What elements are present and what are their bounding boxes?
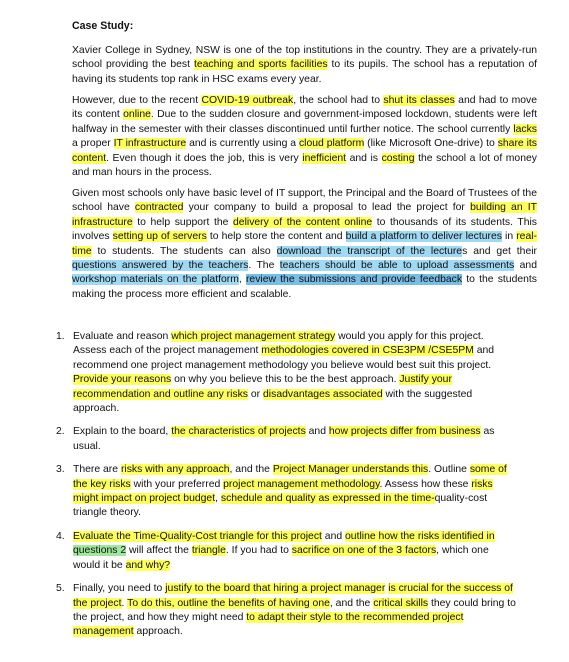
text-run: . If you had to <box>225 545 292 557</box>
highlighted-text: critical skills <box>373 597 429 609</box>
text-run: and is <box>346 152 382 164</box>
highlighted-text: Justify your recommendation and outline any risks <box>73 374 452 400</box>
text-run: However, due to the recent <box>72 95 202 106</box>
highlighted-text: COVID-19 outbreak <box>201 95 294 106</box>
highlighted-text: Project Manager understands this <box>272 464 429 476</box>
highlighted-text: shut its classes <box>383 95 455 106</box>
text-run: Given most schools only have basic level of IT support, the Principal and the Board of Trustees of the school have <box>72 188 537 214</box>
highlighted-text: online <box>123 109 151 121</box>
text-run: Explain to the board, <box>73 426 172 438</box>
question-number: 2. <box>56 426 65 438</box>
highlighted-text: is crucial for the success of the project <box>73 583 513 609</box>
text-run: . Even though it does the job, this is very <box>106 152 303 164</box>
text-run: . <box>121 597 128 609</box>
text-run: the school a lot of money and man hours in the process. <box>72 152 537 179</box>
text-run: and is currently using a <box>186 138 299 150</box>
text-run: to help support the <box>132 216 234 228</box>
question-text <box>73 582 516 640</box>
text-run: or <box>248 388 264 400</box>
intro-paragraph <box>72 44 537 87</box>
highlighted-text: triangle <box>191 545 226 557</box>
highlighted-text: To do this, outline the benefits of having one <box>127 597 330 609</box>
text-run: and <box>514 260 537 272</box>
question-number: 3. <box>56 464 65 476</box>
text-run: Finally, you need to <box>73 583 166 595</box>
highlighted-text: and why? <box>125 559 171 571</box>
text-run: , and the <box>329 597 374 609</box>
highlighted-text: questions answered by the teachers <box>72 260 249 272</box>
highlighted-text: which project management strategy <box>171 331 336 342</box>
text-run: as usual. <box>73 426 495 452</box>
highlighted-text: workshop materials on the platform <box>72 274 239 286</box>
highlighted-text: building an IT infrastructure <box>72 202 537 228</box>
highlighted-text: sacrifice on one of the 3 factors <box>291 545 437 557</box>
text-run: they could bring to the project, and how they might need <box>73 597 516 623</box>
question-item <box>56 425 516 454</box>
text-run: Evaluate and reason <box>73 331 172 342</box>
highlighted-text: contracted <box>134 202 184 214</box>
case-study-title: Case Study: <box>72 20 134 32</box>
question-number: 5. <box>56 583 65 595</box>
highlighted-text: teachers should be able to upload assessments <box>279 260 515 272</box>
question-item <box>56 330 516 416</box>
text-run: and <box>305 426 329 438</box>
question-text <box>73 330 516 416</box>
proposal-paragraph <box>72 187 537 302</box>
highlighted-text: project management methodology <box>223 478 380 490</box>
highlighted-text: disadvantages associated <box>263 388 383 400</box>
highlighted-text: cloud platform <box>298 138 365 150</box>
text-run: There are <box>73 464 121 476</box>
highlighted-text: share its content <box>72 138 537 164</box>
highlighted-text: risks might impact on project budget <box>73 478 493 505</box>
highlighted-text: outline how the risks identified in <box>345 530 495 542</box>
highlighted-text: Evaluate the Time-Quality-Cost triangle for this project <box>73 530 322 542</box>
text-run: a proper <box>72 138 114 150</box>
text-run: to the students making the process more efficient and scalable. <box>72 274 537 300</box>
question-text <box>73 425 516 454</box>
text-run: with your preferred <box>130 478 224 490</box>
highlighted-text: review the submissions and provide feedback <box>245 274 463 286</box>
text-run: and had to move its content <box>72 95 538 121</box>
highlighted-text: download the transcript of the lecture <box>276 245 463 257</box>
text-run: Xavier College in Sydney, NSW is one of the top institutions in the country. They are a privately-run school providing the best <box>72 45 537 71</box>
text-run: , and the <box>229 464 273 476</box>
highlighted-text: inefficient <box>302 152 347 164</box>
highlighted-text: build a platform to deliver lectures <box>345 231 502 243</box>
highlighted-text: lacks <box>513 123 537 135</box>
text-run: on why you believe this to be the best approach. <box>171 374 400 386</box>
highlighted-text: setting up of servers <box>112 231 207 243</box>
text-run: , which one would it be <box>73 545 489 571</box>
question-text <box>73 463 516 521</box>
text-run: will affect the <box>126 545 192 557</box>
text-run: your company to build a proposal to lead the project for <box>183 202 471 214</box>
text-run: in <box>501 231 517 243</box>
text-run: , the school had to <box>293 95 384 106</box>
text-run: and recommend one project management methodology you believe would best suit this project. <box>73 345 495 371</box>
text-run: . Due to the sudden closure and government-imposed lockdown, students were left halfway in the semester with their classes discontinued until further notice. The school currently <box>72 109 537 135</box>
highlighted-text: delivery of the content online <box>233 216 373 228</box>
highlighted-text: how projects differ from business <box>328 426 481 438</box>
highlighted-text: some of the key risks <box>73 464 507 490</box>
highlighted-text: costing <box>381 152 415 164</box>
highlighted-text: schedule and quality as expressed in the time- <box>220 493 435 505</box>
text-run: approach. <box>133 626 183 638</box>
text-run: , <box>238 274 246 286</box>
text-run: quality-cost triangle theory. <box>73 493 488 519</box>
question-number: 4. <box>56 530 65 542</box>
text-run: to students. The students can also <box>91 245 277 257</box>
covid-paragraph <box>72 94 537 180</box>
highlighted-text: methodologies covered in CSE3PM /CSE5PM <box>261 345 474 357</box>
highlighted-text: to adapt their style to the recommended project management <box>73 611 464 638</box>
highlighted-text: IT infrastructure <box>113 138 187 150</box>
question-text <box>73 530 516 573</box>
text-run: s and get their <box>462 245 537 257</box>
highlighted-text: the characteristics of projects <box>171 426 306 438</box>
question-item <box>56 463 516 521</box>
text-run: would you apply for this project. Assess each of the project management <box>73 331 484 357</box>
question-item <box>56 582 516 640</box>
text-run: , <box>215 493 221 505</box>
text-run: to thousands of its students. This involves <box>72 216 537 243</box>
highlighted-text: Provide your reasons <box>73 374 172 386</box>
question-list <box>56 330 516 649</box>
highlighted-text: real-time <box>72 231 537 257</box>
question-number: 1. <box>56 331 65 342</box>
text-run: . Outline <box>428 464 470 476</box>
highlighted-text: questions 2 <box>73 545 127 557</box>
question-item <box>56 530 516 573</box>
highlighted-text: risks with any approach <box>120 464 230 476</box>
highlighted-text: teaching and sports facilities <box>193 59 328 71</box>
text-run: . The <box>248 260 280 272</box>
text-run: with the suggested approach. <box>73 388 473 415</box>
text-run: to its pupils. The school has a reputation of having its students top rank in HSC exams every year. <box>72 59 537 85</box>
text-run: to help store the content and <box>206 231 346 243</box>
text-run: (like Microsoft One-drive) to <box>364 138 498 150</box>
text-run: and <box>321 530 346 542</box>
highlighted-text: justify to the board that hiring a project manager <box>165 583 386 595</box>
text-run: . Assess how these <box>379 478 472 490</box>
